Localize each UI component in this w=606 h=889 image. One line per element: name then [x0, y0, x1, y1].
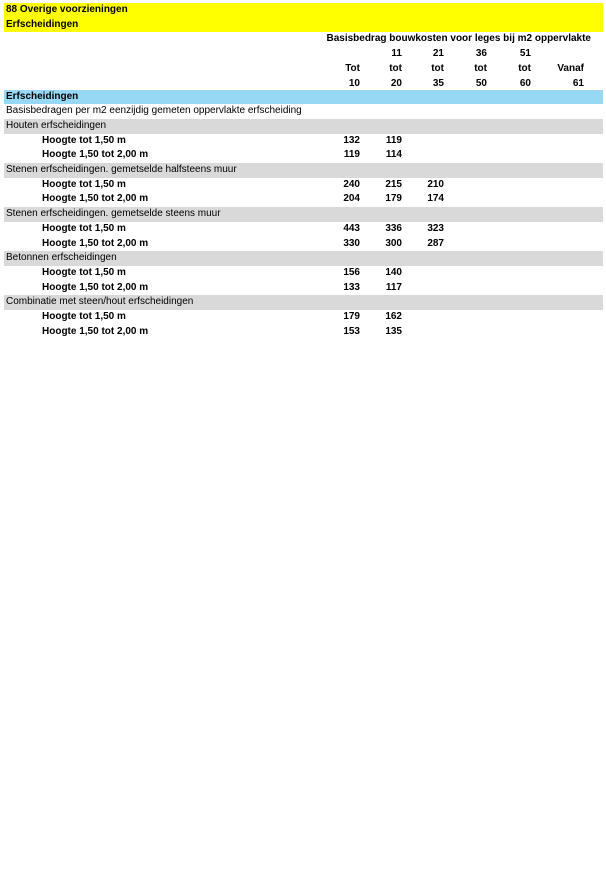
- table-row[interactable]: [4, 266, 603, 281]
- row-label: Hoogte 1,50 tot 2,00 m: [42, 237, 149, 249]
- value-cell: tot: [518, 62, 531, 74]
- value-cell: 133: [343, 281, 360, 293]
- section-title: Erfscheidingen: [6, 90, 79, 102]
- group-header-row[interactable]: [4, 119, 603, 134]
- group-header-row[interactable]: [4, 207, 603, 222]
- value-cell: 119: [343, 149, 360, 161]
- table-row[interactable]: [4, 178, 603, 193]
- value-cell: tot: [389, 62, 402, 74]
- value-cell: 35: [432, 77, 444, 89]
- row-label: Hoogte tot 1,50 m: [42, 311, 126, 322]
- value-cell: 300: [385, 237, 402, 249]
- row-label: Hoogte 1,50 tot 2,00 m: [42, 281, 149, 293]
- value-cell: 156: [343, 266, 360, 278]
- table-row[interactable]: [4, 237, 603, 252]
- row-label: Hoogte 1,50 tot 2,00 m: [42, 325, 149, 337]
- value-cell: 174: [427, 193, 444, 205]
- value-cell: 135: [385, 325, 402, 337]
- value-cell: 140: [385, 266, 402, 278]
- row-label: Hoogte 1,50 tot 2,00 m: [42, 149, 149, 161]
- row-label: Hoogte tot 1,50 m: [42, 222, 126, 234]
- group-title: Houten erfscheidingen: [6, 119, 107, 131]
- group-header-row[interactable]: [4, 163, 603, 178]
- value-cell: 443: [343, 222, 360, 234]
- row-label: Hoogte tot 1,50 m: [42, 178, 126, 190]
- row-label: Hoogte 1,50 tot 2,00 m: [42, 193, 149, 205]
- value-cell: 11: [391, 48, 402, 60]
- value-cell: 179: [343, 311, 360, 322]
- value-cell: 336: [385, 222, 402, 234]
- value-cell: 240: [343, 178, 360, 190]
- value-cell: 50: [475, 77, 487, 89]
- table-row[interactable]: [4, 148, 603, 163]
- value-cell: 21: [432, 48, 444, 60]
- title-row[interactable]: [4, 3, 603, 18]
- subtitle-row[interactable]: [4, 18, 603, 33]
- value-cell: 132: [343, 134, 360, 146]
- value-cell: Vanaf: [557, 62, 584, 74]
- row-label: Hoogte tot 1,50 m: [42, 266, 126, 278]
- header-caption-row[interactable]: [4, 32, 603, 47]
- group-header-row[interactable]: [4, 295, 603, 310]
- value-cell: 20: [390, 77, 402, 89]
- table-row[interactable]: [4, 134, 603, 149]
- header-row-tot[interactable]: [4, 62, 603, 77]
- value-cell: tot: [431, 62, 444, 74]
- sheet-title: 88 Overige voorzieningen: [6, 4, 128, 15]
- group-title: Betonnen erfscheidingen: [6, 252, 117, 264]
- value-cell: 119: [385, 134, 402, 146]
- value-cell: 153: [343, 325, 360, 337]
- value-cell: 179: [385, 193, 402, 205]
- section-row[interactable]: [4, 90, 603, 105]
- value-cell: 36: [475, 48, 487, 60]
- value-cell: 117: [385, 281, 402, 293]
- table-row[interactable]: [4, 310, 603, 325]
- group-title: Stenen erfscheidingen. gemetselde halfsteens muur: [6, 164, 237, 175]
- value-cell: 330: [343, 237, 360, 249]
- table-row[interactable]: [4, 325, 603, 340]
- value-cell: 60: [519, 77, 531, 89]
- value-cell: 323: [427, 222, 444, 234]
- value-cell: 215: [385, 178, 402, 190]
- group-title: Stenen erfscheidingen. gemetselde steens muur: [6, 208, 221, 220]
- value-cell: 204: [343, 193, 360, 205]
- value-cell: tot: [474, 62, 487, 74]
- value-cell: Tot: [345, 62, 360, 74]
- value-cell: 51: [519, 48, 531, 60]
- header-row-from[interactable]: [4, 47, 603, 62]
- group-header-row[interactable]: [4, 251, 603, 266]
- table-row[interactable]: [4, 281, 603, 296]
- group-title: Combinatie met steen/hout erfscheidingen: [6, 296, 194, 308]
- table-row[interactable]: [4, 192, 603, 207]
- header-caption: Basisbedrag bouwkosten voor leges bij m2 oppervlakte: [326, 33, 591, 45]
- value-cell: 162: [385, 311, 402, 322]
- table-row[interactable]: [4, 222, 603, 237]
- value-cell: 114: [385, 149, 402, 161]
- value-cell: 10: [348, 77, 360, 89]
- value-cell: 210: [427, 178, 444, 190]
- sheet-subtitle: Erfscheidingen: [6, 18, 79, 30]
- note-row[interactable]: [4, 104, 603, 119]
- note-text: Basisbedragen per m2 eenzijdig gemeten oppervlakte erfscheiding: [6, 105, 302, 117]
- value-cell: 61: [572, 77, 584, 89]
- value-cell: 287: [427, 237, 444, 249]
- row-label: Hoogte tot 1,50 m: [42, 134, 126, 146]
